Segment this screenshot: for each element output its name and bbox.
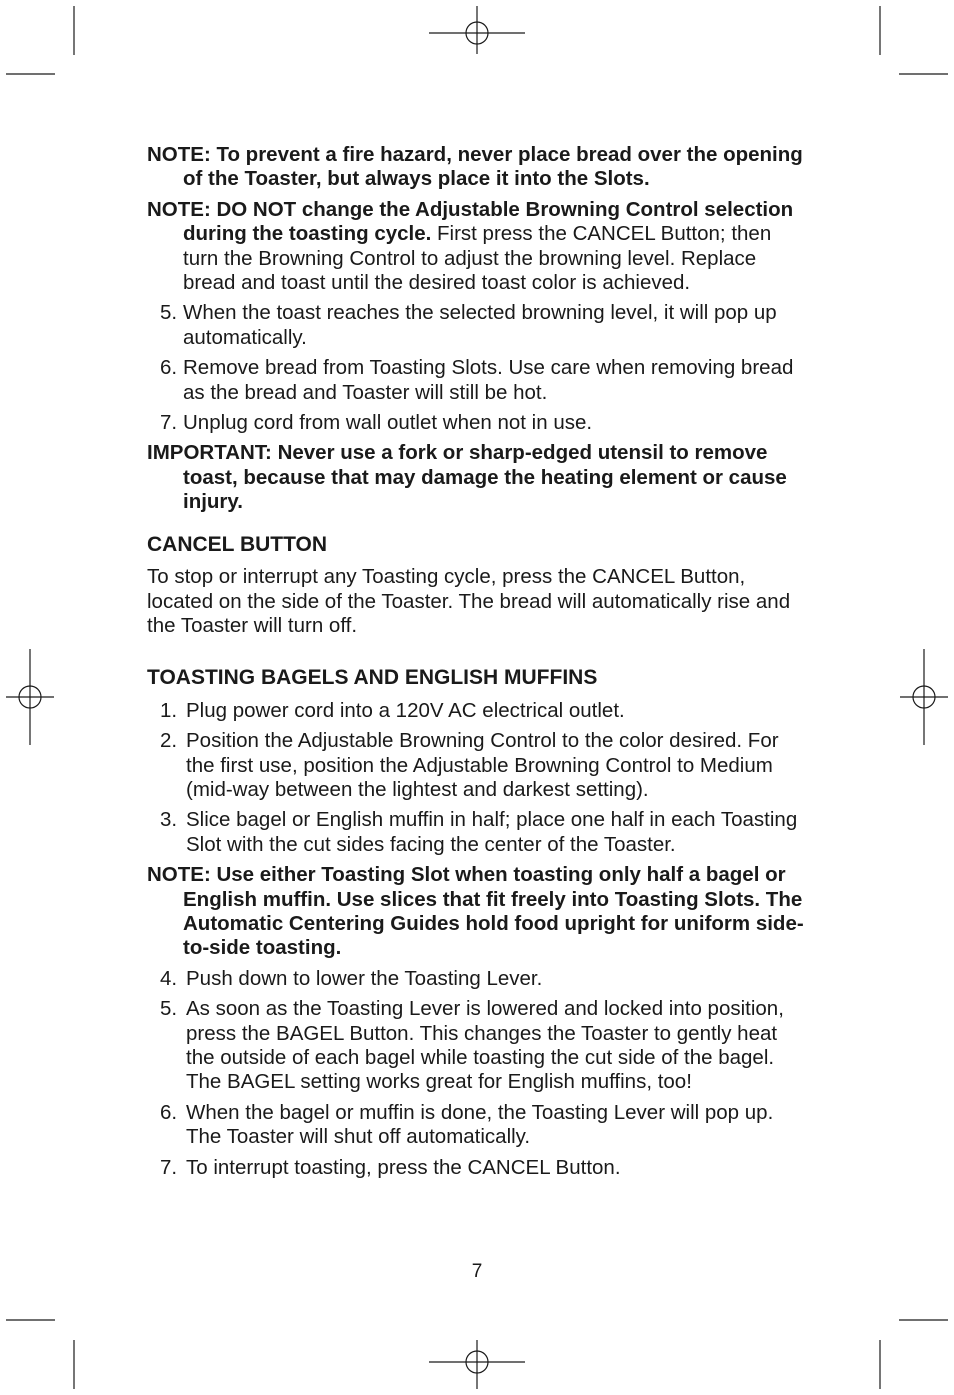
list-item <box>147 967 807 991</box>
heading-toasting-bagels: TOASTING BAGELS AND ENGLISH MUFFINS <box>147 666 598 690</box>
list-item <box>147 411 807 435</box>
list-text: Position the Adjustable Browning Control to the color desired. For the first use, position the Adjustable Browning Control to Medium (mid-way between the lightest and darkest setting). <box>186 729 779 801</box>
note-important: IMPORTANT: Never use a fork or sharp-edged utensil to remove toast, because that may damage the heating element or cause injury. <box>147 441 787 514</box>
note-browning-control <box>147 198 807 296</box>
list-text: Slice bagel or English muffin in half; place one half in each Toasting Slot with the cut sides facing the center of the Toaster. <box>186 808 798 856</box>
list-number: 7. <box>160 1155 178 1179</box>
list-item <box>147 997 807 1095</box>
heading-cancel-button: CANCEL BUTTON <box>147 532 328 556</box>
list-number: 6. <box>160 1100 178 1124</box>
note-bagel-slot: NOTE: Use either Toasting Slot when toasting only half a bagel or English muffin. Use slices that fit freely into Toasting Slots. The Automatic Centering Guides hold food upright for uniform side-to-side toasting. <box>147 863 804 960</box>
list-text: Remove bread from Toasting Slots. Use care when removing bread as the bread and Toaster will still be hot. <box>183 356 794 404</box>
note-fire-hazard: NOTE: To prevent a fire hazard, never place bread over the opening of the Toaster, but always place it into the Slots. <box>147 143 803 191</box>
list-text: When the bagel or muffin is done, the Toasting Lever will pop up. The Toaster will shut off automatically. <box>186 1100 774 1149</box>
list-text: As soon as the Toasting Lever is lowered and locked into position, press the BAGEL Button. This changes the Toaster to gently heat the outside of each bagel while toasting the cut side of the bagel. The BAGEL setting works great for English muffins, too! <box>186 997 784 1094</box>
list-number: 3. <box>160 808 178 832</box>
cancel-paragraph: To stop or interrupt any Toasting cycle, press the CANCEL Button, located on the side of the Toaster. The bread will automatically rise and the Toaster will turn off. <box>147 565 791 637</box>
list-text: To interrupt toasting, press the CANCEL Button. <box>186 1155 621 1179</box>
list-number: 1. <box>160 698 178 722</box>
list-item <box>147 1101 807 1150</box>
list-item <box>147 356 807 405</box>
list-number: 7. <box>160 411 178 435</box>
list-item <box>147 301 807 350</box>
list-number: 5. <box>160 301 178 325</box>
list-number: 2. <box>160 729 178 753</box>
list-item <box>147 808 807 857</box>
list-item <box>147 1156 807 1180</box>
note-browning-normal: First press the CANCEL Button; then turn the Browning Control to adjust the browning level. Replace bread and toast until the desired toast color is achieved. <box>183 222 772 295</box>
registration-mark-left <box>6 649 54 745</box>
list-text: Unplug cord from wall outlet when not in use. <box>183 411 593 435</box>
list-text: When the toast reaches the selected browning level, it will pop up automatically. <box>183 301 777 349</box>
registration-mark-right <box>900 649 948 745</box>
list-item <box>147 699 807 723</box>
list-number: 5. <box>160 997 178 1021</box>
list-text: Plug power cord into a 120V AC electrical outlet. <box>186 698 625 722</box>
note-browning-bold: NOTE: DO NOT change the Adjustable Browning Control selection during the toasting cycle. <box>147 197 794 246</box>
registration-mark-bottom <box>429 1340 525 1389</box>
list-number: 4. <box>160 966 178 990</box>
registration-mark-top <box>429 6 525 54</box>
page-number: 7 <box>471 1261 483 1282</box>
list-item <box>147 729 807 802</box>
page-content <box>147 143 807 1186</box>
list-text: Push down to lower the Toasting Lever. <box>186 966 543 990</box>
list-number: 6. <box>160 356 178 380</box>
